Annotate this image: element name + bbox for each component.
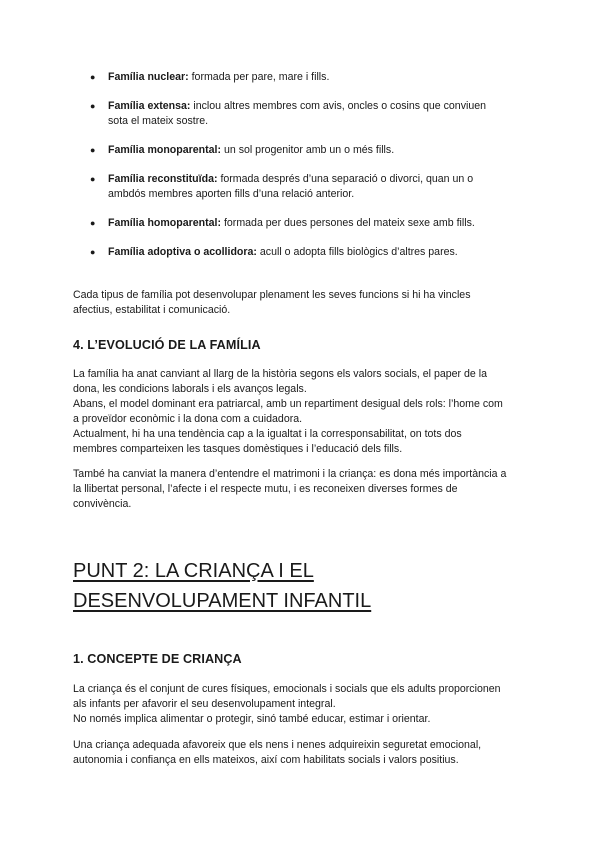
section-heading-concept: 1. CONCEPTE DE CRIANÇA: [73, 652, 242, 666]
family-desc-cont: ambdós membres aporten fills d’una relació anterior.: [108, 188, 355, 200]
family-desc-cont: sota el mateix sostre.: [108, 115, 209, 127]
functions-paragraph: [73, 288, 538, 318]
family-term: Família adoptiva o acollidora:: [108, 246, 257, 258]
list-item: [90, 70, 530, 85]
text-line: Actualment, hi ha una tendència cap a la igualtat i la corresponsabilitat, on tots dos: [73, 428, 462, 440]
concept-paragraph: [73, 682, 538, 727]
bullet-icon: ●: [90, 218, 96, 228]
bullet-icon: ●: [90, 145, 96, 155]
family-desc: formada per dues persones del mateix sexe amb fills.: [221, 217, 475, 229]
family-term: Família extensa:: [108, 100, 191, 112]
family-desc: inclou altres membres com avis, oncles o cosins que conviuen: [190, 100, 487, 112]
text-line: Cada tipus de família pot desenvolupar plenament les seves funcions si hi ha vincles: [73, 289, 471, 301]
bullet-icon: ●: [90, 101, 96, 111]
bullet-icon: ●: [90, 72, 96, 82]
list-item: [90, 143, 530, 158]
family-types-list: [90, 70, 530, 274]
text-line: als infants per afavorir el seu desenvolupament integral.: [73, 698, 336, 710]
text-line: a proveïdor econòmic i la dona com a cuidadora.: [73, 413, 303, 425]
evolution-paragraph: [73, 367, 538, 457]
list-item: [90, 99, 530, 129]
family-term: Família nuclear:: [108, 71, 189, 83]
text-line: La família ha anat canviant al llarg de la història segons els valors socials, el paper de la: [73, 368, 487, 380]
text-line: La criança és el conjunt de cures físiques, emocionals i socials que els adults proporcionen: [73, 683, 501, 695]
text-line: Una criança adequada afavoreix que els nens i nenes adquireixin seguretat emocional,: [73, 739, 482, 751]
text-line: També ha canviat la manera d’entendre el matrimoni i la criança: es dona més importància a: [73, 468, 507, 480]
text-line: la llibertat personal, l’afecte i el respecte mutu, i es reconeixen diverses formes de: [73, 483, 458, 495]
text-line: afectius, estabilitat i comunicació.: [73, 304, 231, 316]
title-line: PUNT 2: LA CRIANÇA I EL: [73, 560, 314, 582]
text-line: No només implica alimentar o protegir, sinó també educar, estimar i orientar.: [73, 713, 431, 725]
text-line: autonomia i confiança en ells mateixos, així com habilitats socials i valors positius.: [73, 754, 459, 766]
list-item: [90, 172, 530, 202]
family-term: Família homoparental:: [108, 217, 222, 229]
punt2-title: [73, 556, 533, 616]
list-item: [90, 216, 530, 231]
family-term: Família monoparental:: [108, 144, 222, 156]
family-desc: un sol progenitor amb un o més fills.: [221, 144, 395, 156]
bullet-icon: ●: [90, 174, 96, 184]
text-line: dona, les condicions laborals i els avanços legals.: [73, 383, 307, 395]
bullet-icon: ●: [90, 247, 96, 257]
text-line: convivència.: [73, 498, 132, 510]
title-line: DESENVOLUPAMENT INFANTIL: [73, 590, 372, 612]
marriage-paragraph: [73, 467, 538, 512]
section-heading-evolution: 4. L’EVOLUCIÓ DE LA FAMÍLIA: [73, 338, 261, 352]
text-line: membres comparteixen les tasques domèstiques i l’educació dels fills.: [73, 443, 403, 455]
family-desc: acull o adopta fills biològics d’altres pares.: [256, 246, 458, 258]
family-term: Família reconstituïda:: [108, 173, 218, 185]
family-desc: formada després d’una separació o divorci, quan un o: [217, 173, 474, 185]
list-item: [90, 245, 530, 260]
family-desc: formada per pare, mare i fills.: [188, 71, 330, 83]
text-line: Abans, el model dominant era patriarcal, amb un repartiment desigual dels rols: l’home com: [73, 398, 503, 410]
adequate-parenting-paragraph: [73, 738, 538, 768]
